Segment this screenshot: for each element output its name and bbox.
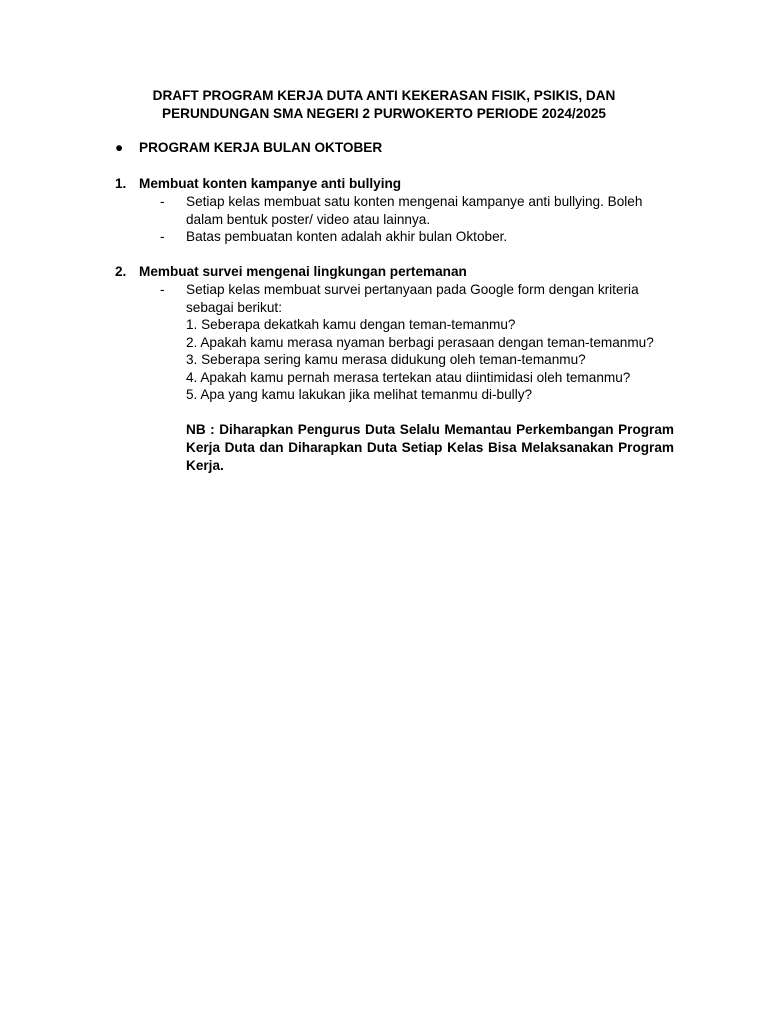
title-line: PERUNDUNGAN SMA NEGERI 2 PURWOKERTO PERIODE 2024/2025 (162, 106, 606, 121)
dash-marker: - (160, 282, 165, 297)
text-line: Batas pembuatan konten adalah akhir bulan Oktober. (186, 229, 508, 244)
sub-point-text (186, 281, 676, 404)
dash-marker: - (160, 194, 165, 209)
list-item-number: 2. (115, 264, 127, 279)
document-title (100, 87, 668, 123)
text-line: sebagai berikut: (186, 299, 282, 315)
bullet-icon: ● (115, 140, 124, 155)
survey-question: 2. Apakah kamu merasa nyaman berbagi perasaan dengan teman-temanmu? (186, 334, 654, 350)
dash-marker: - (160, 229, 165, 244)
text-line: dalam bentuk poster/ video atau lainnya. (186, 211, 431, 227)
section-label: PROGRAM KERJA BULAN OKTOBER (139, 140, 383, 155)
survey-question: 3. Seberapa sering kamu merasa didukung oleh teman-temanmu? (186, 352, 586, 367)
list-item-number: 1. (115, 176, 127, 191)
list-item-title: Membuat konten kampanye anti bullying (139, 176, 402, 191)
survey-question: 4. Apakah kamu pernah merasa tertekan atau diintimidasi oleh temanmu? (186, 369, 631, 385)
note-paragraph: NB : Diharapkan Pengurus Duta Selalu Memantau Perkembangan Program Kerja Duta dan Diharapkan Duta Setiap Kelas Bisa Melaksanakan Program Kerja. (186, 422, 674, 473)
sub-point-text (186, 228, 676, 246)
sub-point-text (186, 193, 676, 228)
title-line: DRAFT PROGRAM KERJA DUTA ANTI KEKERASAN FISIK, PSIKIS, DAN (152, 88, 616, 103)
text-line: Setiap kelas membuat survei pertanyaan pada Google form dengan kriteria (186, 282, 639, 297)
survey-question: 1. Seberapa dekatkah kamu dengan teman-temanmu? (186, 317, 516, 332)
text-line: Setiap kelas membuat satu konten mengenai kampanye anti bullying. Boleh (186, 194, 643, 209)
list-item-title: Membuat survei mengenai lingkungan pertemanan (139, 264, 467, 279)
survey-question: 5. Apa yang kamu lakukan jika melihat temanmu di-bully? (186, 387, 533, 402)
